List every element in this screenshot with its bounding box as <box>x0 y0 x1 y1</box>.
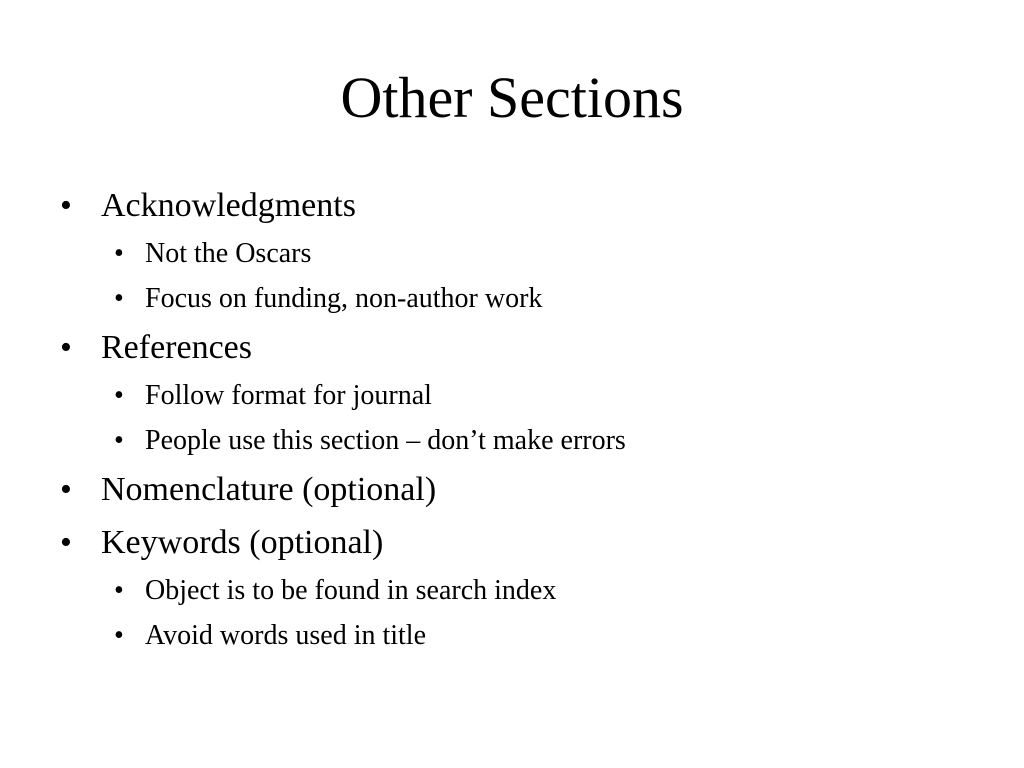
bullet-dot-icon: • <box>114 620 124 651</box>
bullet-text: Nomenclature (optional) <box>101 471 437 508</box>
bullet-dot-icon: • <box>60 329 72 366</box>
bullet-dot-icon: • <box>114 283 124 314</box>
bullet-dot-icon: • <box>60 187 72 224</box>
bullet-text: References <box>101 329 253 366</box>
bullet-dot-icon: • <box>60 524 72 561</box>
sub-bullet-text: Not the Oscars <box>145 238 312 269</box>
sub-bullet-text: Focus on funding, non-author work <box>145 283 543 314</box>
bullet-dot-icon: • <box>114 238 124 269</box>
bullet-dot-icon: • <box>114 425 124 456</box>
sub-bullet-text: Follow format for journal <box>145 380 432 411</box>
bullet-text: Keywords (optional) <box>101 524 384 561</box>
sub-bullet-text: People use this section – don’t make errors <box>145 425 626 456</box>
bullet-dot-icon: • <box>60 471 72 508</box>
bullet-text: Acknowledgments <box>101 187 356 224</box>
bullet-dot-icon: • <box>114 575 124 606</box>
sub-bullet-text: Avoid words used in title <box>145 620 427 651</box>
slide-title: Other Sections <box>340 65 684 130</box>
sub-bullet-text: Object is to be found in search index <box>145 575 557 606</box>
bullet-dot-icon: • <box>114 380 124 411</box>
